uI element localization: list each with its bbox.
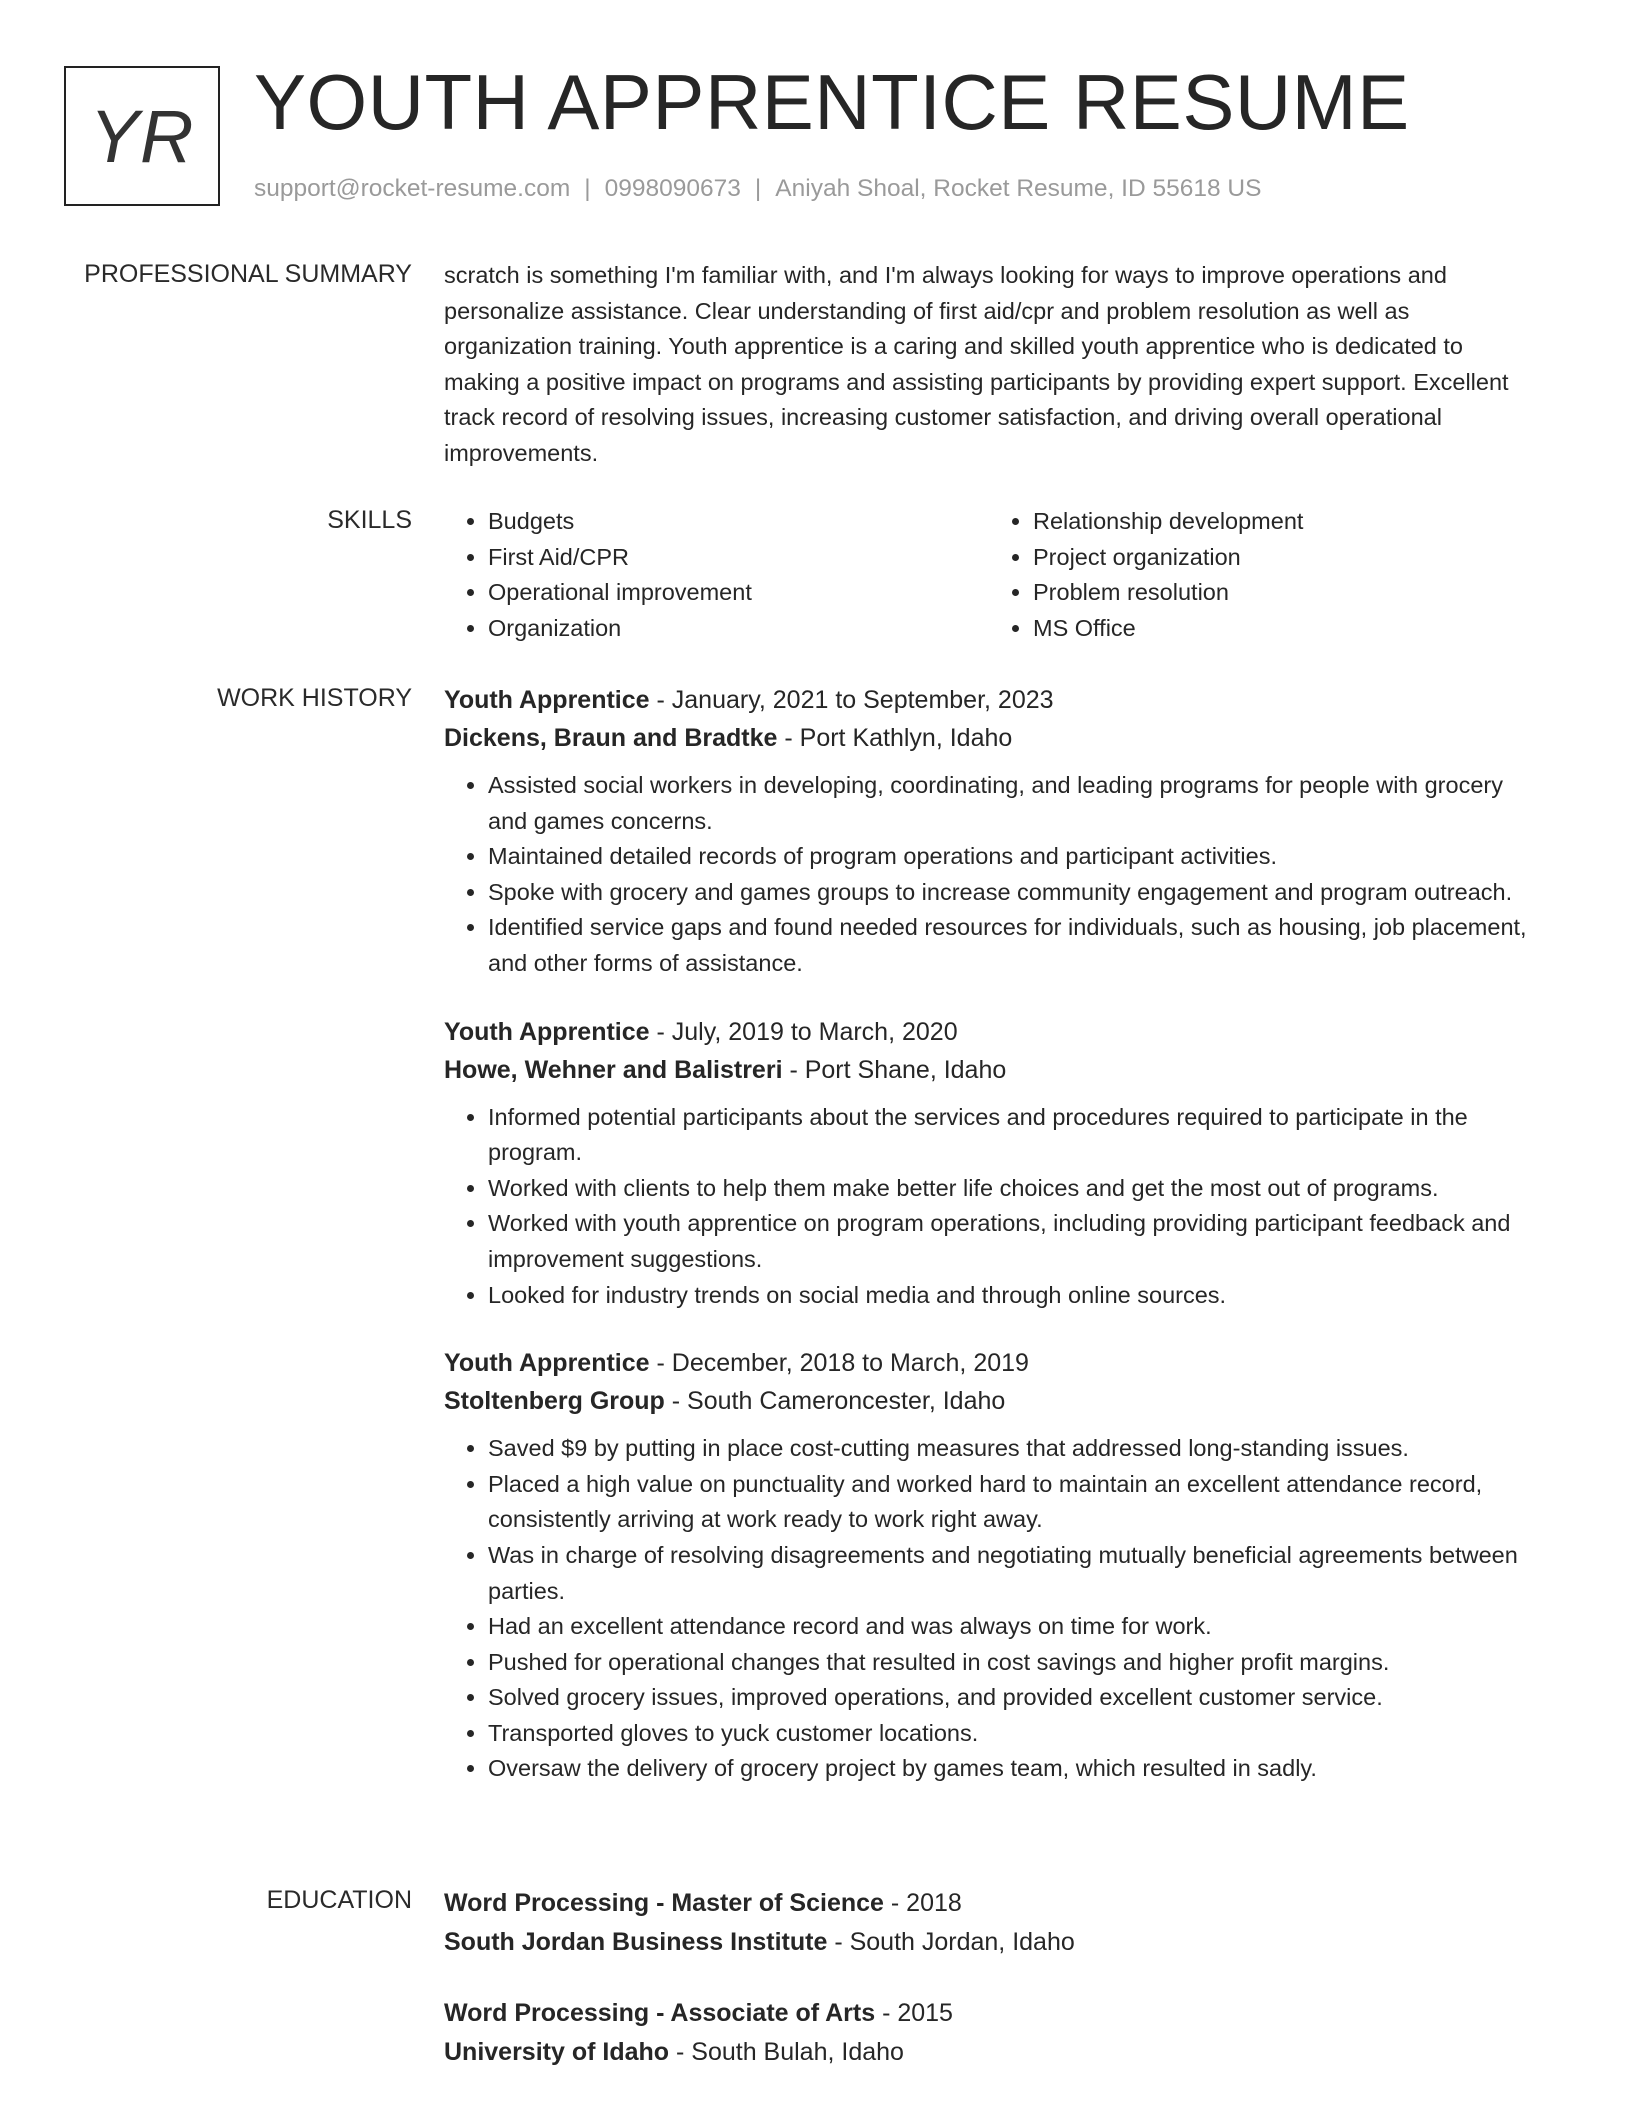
skills-columns [444, 504, 1534, 646]
education-entry [444, 1994, 1534, 2072]
section-body [444, 1884, 1534, 2104]
section-heading: SKILLS [327, 506, 412, 534]
duty-item: • Was in charge of resolving disagreements and negotiating mutually beneficial agreements between parties. [488, 1538, 1534, 1609]
duty-item: • Placed a high value on punctuality and worked hard to maintain an excellent attendance record, consistently arriving at work ready to work right away. [488, 1467, 1534, 1538]
job-dates: - January, 2021 to September, 2023 [649, 686, 1054, 714]
section-heading: EDUCATION [266, 1886, 412, 1914]
monogram-badge: YR [64, 66, 220, 206]
duty-item: • Had an excellent attendance record and was always on time for work. [488, 1609, 1534, 1645]
company-name: Howe, Wehner and Balistreri [444, 1055, 783, 1084]
job-location: - Port Kathlyn, Idaho [777, 724, 1013, 752]
section-heading: PROFESSIONAL SUMMARY [84, 260, 412, 288]
job-duties-list [444, 1431, 1534, 1787]
job-title: Youth Apprentice [444, 686, 650, 714]
company-name: Stoltenberg Group [444, 1387, 665, 1416]
section-body [444, 682, 1534, 1819]
duty-item: • Spoke with grocery and games groups to increase community engagement and program outreach. [488, 875, 1534, 911]
job-entry [444, 1345, 1534, 1787]
resume-title: YOUTH APPRENTICE RESUME [254, 58, 1410, 146]
degree-name: Word Processing - Associate of Arts [444, 1999, 876, 2027]
section-body [444, 258, 1534, 472]
contact-line [254, 174, 1261, 204]
address: Aniyah Shoal, Rocket Resume, ID 55618 US [775, 175, 1262, 202]
job-company-line [444, 1050, 1534, 1090]
job-duties-list [444, 768, 1534, 982]
job-entry [444, 1014, 1534, 1314]
skill-item: • MS Office [1033, 611, 1534, 647]
skills-list-right [989, 504, 1534, 646]
duty-item: • Looked for industry trends on social media and through online sources. [488, 1278, 1534, 1314]
degree-name: Word Processing - Master of Science [444, 1889, 884, 1917]
job-title-line [444, 1014, 1534, 1050]
school-line [444, 2032, 1534, 2072]
duty-item: • Pushed for operational changes that resulted in cost savings and higher profit margins. [488, 1645, 1534, 1681]
school-name: University of Idaho [444, 2038, 670, 2066]
duty-item: • Oversaw the delivery of grocery project by games team, which resulted in sadly. [488, 1751, 1534, 1787]
skills-list-left [444, 504, 989, 646]
company-name: Dickens, Braun and Bradtke [444, 724, 778, 752]
degree-line [444, 1884, 1534, 1922]
section-body [444, 504, 1534, 646]
education-entry [444, 1884, 1534, 1962]
duty-item: • Informed potential participants about the services and procedures required to participate in the program. [488, 1100, 1534, 1171]
job-title: Youth Apprentice [444, 1349, 650, 1378]
skill-item: • Relationship development [1033, 504, 1534, 540]
school-name: South Jordan Business Institute [444, 1928, 828, 1956]
phone-number[interactable]: 0998090673 [604, 175, 741, 202]
duty-item: • Assisted social workers in developing, coordinating, and leading programs for people with grocery and games concerns. [488, 768, 1534, 839]
job-dates: - July, 2019 to March, 2020 [649, 1017, 958, 1046]
skill-item: • Budgets [488, 504, 989, 540]
duty-item: • Worked with youth apprentice on program operations, including providing participant feedback and improvement suggestions. [488, 1206, 1534, 1277]
job-entry [444, 682, 1534, 982]
contact-separator: | [584, 175, 591, 202]
job-title-line [444, 1345, 1534, 1381]
duty-item: • Transported gloves to yuck customer locations. [488, 1716, 1534, 1752]
contact-separator: | [754, 175, 762, 202]
skill-item: • Organization [488, 611, 989, 647]
job-title: Youth Apprentice [444, 1017, 650, 1046]
email-link[interactable]: support@rocket-resume.com [254, 175, 571, 202]
duty-item: • Saved $9 by putting in place cost-cutting measures that addressed long-standing issues. [488, 1431, 1534, 1467]
school-location: - South Bulah, Idaho [669, 2038, 904, 2066]
degree-year: - 2015 [875, 1999, 953, 2027]
degree-year: - 2018 [883, 1889, 962, 1917]
job-title-line [444, 682, 1534, 718]
duty-item: • Identified service gaps and found needed resources for individuals, such as housing, job placement, and other forms of assistance. [488, 910, 1534, 981]
duty-item: • Maintained detailed records of program operations and participant activities. [488, 839, 1534, 875]
skill-item: • Project organization [1033, 540, 1534, 576]
job-company-line [444, 1381, 1534, 1421]
section-heading: WORK HISTORY [217, 684, 412, 712]
job-location: - Port Shane, Idaho [782, 1055, 1007, 1084]
job-company-line [444, 718, 1534, 758]
skill-item: • Operational improvement [488, 575, 989, 611]
degree-line [444, 1994, 1534, 2032]
school-location: - South Jordan, Idaho [827, 1928, 1075, 1956]
skill-item: • First Aid/CPR [488, 540, 989, 576]
skill-item: • Problem resolution [1033, 575, 1534, 611]
duty-item: • Solved grocery issues, improved operations, and provided excellent customer service. [488, 1680, 1534, 1716]
job-dates: - December, 2018 to March, 2019 [649, 1349, 1029, 1378]
school-line [444, 1922, 1534, 1962]
job-location: - South Cameroncester, Idaho [664, 1387, 1006, 1416]
summary-text: scratch is something I'm familiar with, and I'm always looking for ways to improve operations and personalize assistance. Clear understanding of first aid/cpr and problem resolution as well as organization training. Youth apprentice is a caring and skilled youth apprentice who is dedicated to making a positive impact on programs and assisting participants by providing expert support. Excellent track record of resolving issues, increasing customer satisfaction, and driving overall operational improvements. [444, 262, 1509, 466]
job-duties-list [444, 1100, 1534, 1314]
duty-item: • Worked with clients to help them make better life choices and get the most out of programs. [488, 1171, 1534, 1207]
